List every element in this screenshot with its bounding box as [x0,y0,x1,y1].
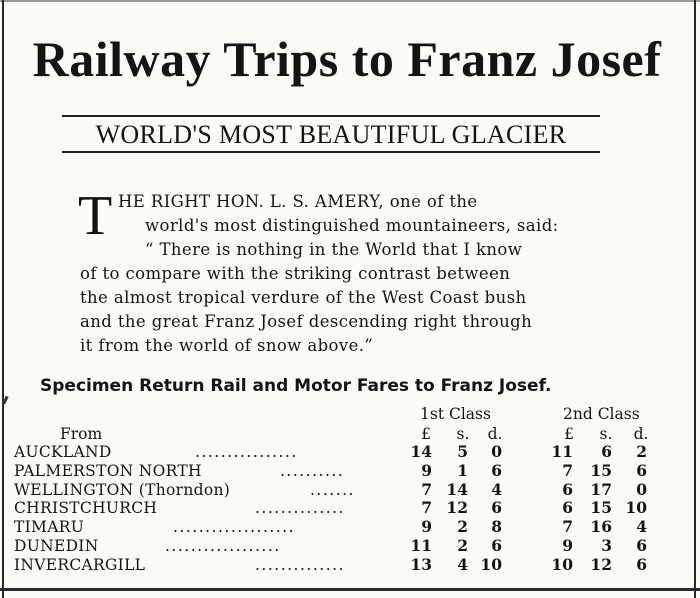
leader-dots: .............. [255,499,345,517]
first-class-pence: 0 [491,442,502,461]
fare-town: PALMERSTON NORTH [14,462,202,480]
second-class-pence: 2 [636,442,647,461]
fare-town: TIMARU [14,518,85,536]
first-class-pounds: 11 [410,536,432,555]
first-class-pence: 6 [491,536,502,555]
first-class-shillings: 5 [457,442,468,461]
second-class-pounds: 7 [562,517,573,536]
border-right [694,0,696,598]
second-class-pence: 6 [636,536,647,555]
first-class-pence: 8 [491,517,502,536]
leader-dots: .................. [165,537,281,555]
pence-header: d. [633,425,649,443]
fares-heading: Specimen Return Rail and Motor Fares to Franz Josef. [40,376,552,396]
second-class-pence: 6 [636,555,647,574]
first-class-pence: 6 [491,461,502,480]
subtitle: WORLD'S MOST BEAUTIFUL GLACIER [95,120,567,149]
second-class-pounds: 9 [562,536,573,555]
second-class-pounds: 7 [562,461,573,480]
fare-town: INVERCARGILL [14,556,146,574]
second-class-pounds: 10 [551,555,573,574]
first-class-shillings: 1 [457,461,468,480]
first-class-shillings: 2 [457,517,468,536]
subtitle-rule-top [62,115,600,117]
first-class-pence: 6 [491,498,502,517]
pence-header: d. [487,425,503,443]
shilling-header: s. [599,425,613,443]
paragraph-line: world's most distinguished mountaineers, said: [145,216,559,235]
paragraph-line: and the great Franz Josef descending right through [80,312,533,331]
fare-town: WELLINGTON (Thorndon) [14,481,231,499]
drop-cap: T [78,185,113,247]
border-top [0,0,700,2]
leader-dots: ................ [195,443,298,461]
first-class-pounds: 9 [421,461,432,480]
second-class-header: 2nd Class [563,405,640,423]
second-class-shillings: 15 [590,461,612,480]
fare-town: DUNEDIN [14,537,99,555]
paragraph-line: of to compare with the striking contrast between [80,264,511,283]
second-class-shillings: 6 [601,442,612,461]
second-class-pounds: 11 [551,442,573,461]
pound-header: £ [564,425,574,443]
second-class-pence: 0 [636,480,647,499]
second-class-shillings: 12 [590,555,612,574]
first-class-shillings: 12 [446,498,468,517]
first-class-pounds: 14 [410,442,432,461]
second-class-shillings: 3 [601,536,612,555]
paragraph-line: “ There is nothing in the World that I know [145,240,523,259]
first-class-header: 1st Class [420,405,491,423]
border-bottom [0,588,700,591]
paragraph-line: HE RIGHT HON. L. S. AMERY, one of the [118,192,478,211]
second-class-pence: 10 [625,498,647,517]
second-class-shillings: 17 [590,480,612,499]
fare-town: CHRISTCHURCH [14,499,158,517]
fare-town: AUCKLAND [14,443,112,461]
second-class-pence: 6 [636,461,647,480]
first-class-pounds: 7 [421,498,432,517]
leader-dots: .......... [280,462,345,480]
page-title: Railway Trips to Franz Josef [32,31,662,87]
second-class-pounds: 6 [562,480,573,499]
leader-dots: ................... [173,518,296,536]
first-class-shillings: 14 [446,480,468,499]
first-class-pounds: 13 [410,555,432,574]
first-class-shillings: 4 [457,555,468,574]
subtitle-rule-bottom [62,151,600,153]
shilling-header: s. [456,425,470,443]
first-class-pence: 10 [480,555,502,574]
second-class-shillings: 15 [590,498,612,517]
paragraph-line: it from the world of snow above.” [80,336,374,355]
first-class-shillings: 2 [457,536,468,555]
paragraph-line: the almost tropical verdure of the West Coast bush [80,288,527,307]
second-class-pence: 4 [636,517,647,536]
first-class-pounds: 7 [421,480,432,499]
leader-dots: ....... [310,481,355,499]
pound-header: £ [421,425,431,443]
first-class-pence: 4 [491,480,502,499]
second-class-pounds: 6 [562,498,573,517]
leader-dots: .............. [255,556,345,574]
first-class-pounds: 9 [421,517,432,536]
second-class-shillings: 16 [590,517,612,536]
from-header: From [60,425,103,443]
